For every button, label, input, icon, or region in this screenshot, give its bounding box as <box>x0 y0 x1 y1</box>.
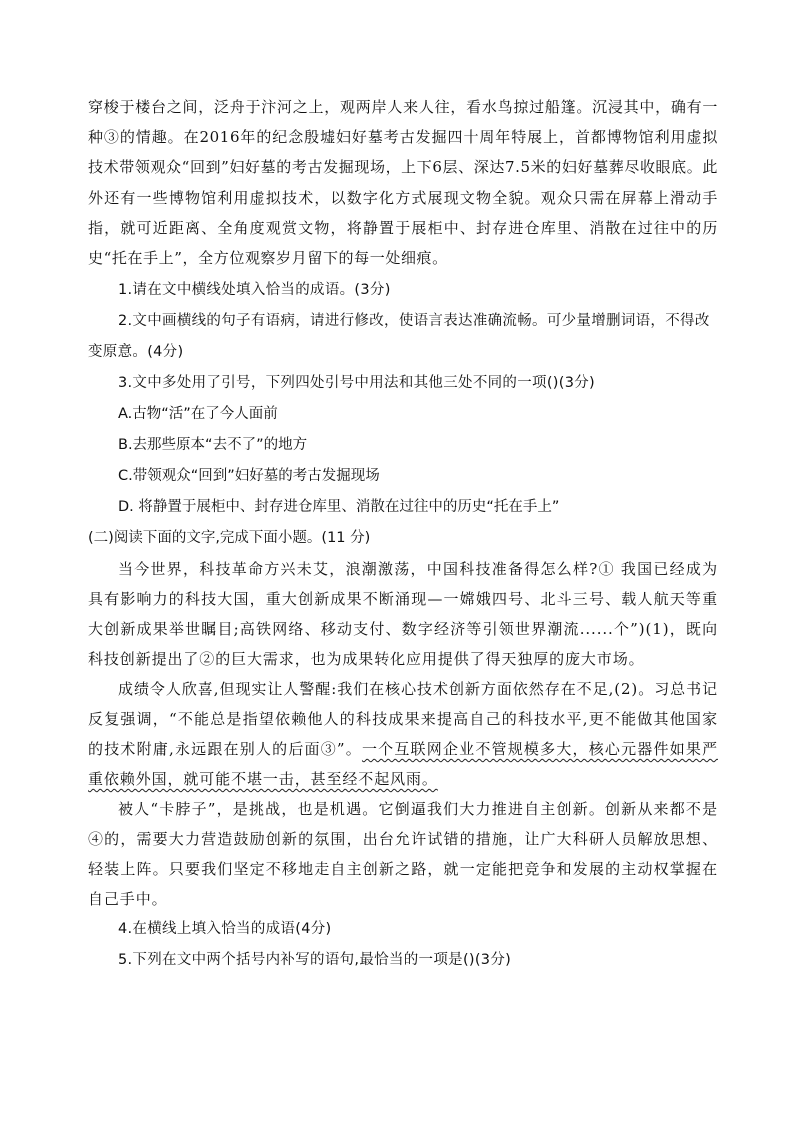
question-2: 2.文中画横线的句子有语病，请进行修改，使语言表达准确流畅。可少量增删词语，不得改变原意。(4分) <box>88 313 710 361</box>
passage-one-text: 穿梭于楼台之间，泛舟于汴河之上，观两岸人来人往，看水鸟掠过船篷。沉浸其中，确有一种③的情趣。在2016年的纪念殷墟妇好墓考古发掘四十周年特展上，首都博物馆利用虚拟技术带领观众“回到”妇好墓的考古发掘现场，上下6层、深达7.5米的妇好墓葬尽收眼底。此外还有一些博物馆利用虚拟技术，以数字化方式展现文物全貌。观众只需在屏幕上滑动手指，就可近距离、全角度观赏文物，将静置于展柜中、封存进仓库里、消散在过往中的历史“托在手上”，全方位观察岁月留下的每一处细痕。 <box>88 98 718 268</box>
question-5: 5.下列在文中两个括号内补写的语句,最恰当的一项是()(3分) <box>118 952 512 969</box>
question-1: 1.请在文中横线处填入恰当的成语。(3分) <box>118 282 391 299</box>
option-a: A.古物“活”在了今人面前 <box>118 406 278 423</box>
section-two-title: (二)阅读下面的文字,完成下面小题。(11 分) <box>88 530 371 547</box>
passage-two <box>88 554 718 914</box>
passage-two-para-2 <box>88 674 718 794</box>
wavy-underlined-sentence: 一个互联网企业不管规模多大，核心元器件如果严重依赖外国，就可能不堪一击，甚至经不起风雨。 <box>88 740 718 789</box>
option-b: B.去那些原本“去不了”的地方 <box>118 437 308 454</box>
question-3-options <box>88 399 718 523</box>
passage-one <box>88 92 718 273</box>
passage-two-para-3: 被人“卡脖子”，是挑战，也是机遇。它倒逼我们大力推进自主创新。创新从来都不是④的，需要大力营造鼓励创新的氛围，出台允许试错的措施，让广大科研人员解放思想、轻装上阵。只要我们坚定不移地走自主创新之路，就一定能把竞争和发展的主动权掌握在自己手中。 <box>88 800 718 909</box>
option-c: C.带领观众“回到”妇好墓的考古发掘现场 <box>118 468 380 485</box>
question-3: 3.文中多处用了引号，下列四处引号中用法和其他三处不同的一项()(3分) <box>118 375 595 392</box>
para-2-text: 成绩令人欣喜,但现实让人警醒:我们在核心技术创新方面依然存在不足,(2)。习总书记反复强调，“不能总是指望依赖他人的科技成果来提高自己的科技水平,更不能做其他国家的技术附庸,永远跟在别人的后面③”。 <box>88 680 718 759</box>
question-4: 4.在横线上填入恰当的成语(4分) <box>118 921 332 938</box>
option-d: D. 将静置于展柜中、封存进仓库里、消散在过往中的历史“托在手上” <box>118 499 560 516</box>
passage-two-para-1: 当今世界，科技革命方兴未艾，浪潮激荡，中国科技准备得怎么样?① 我国已经成为具有影响力的科技大国，重大创新成果不断涌现—一嫦娥四号、北斗三号、载人航天等重大创新成果举世瞩目;高铁网络、移动支付、数字经济等引领世界潮流......个”)(1)，既向科技创新提出了②的巨大需求，也为成果转化应用提供了得天独厚的庞大市场。 <box>88 560 718 669</box>
document-page <box>88 92 718 976</box>
